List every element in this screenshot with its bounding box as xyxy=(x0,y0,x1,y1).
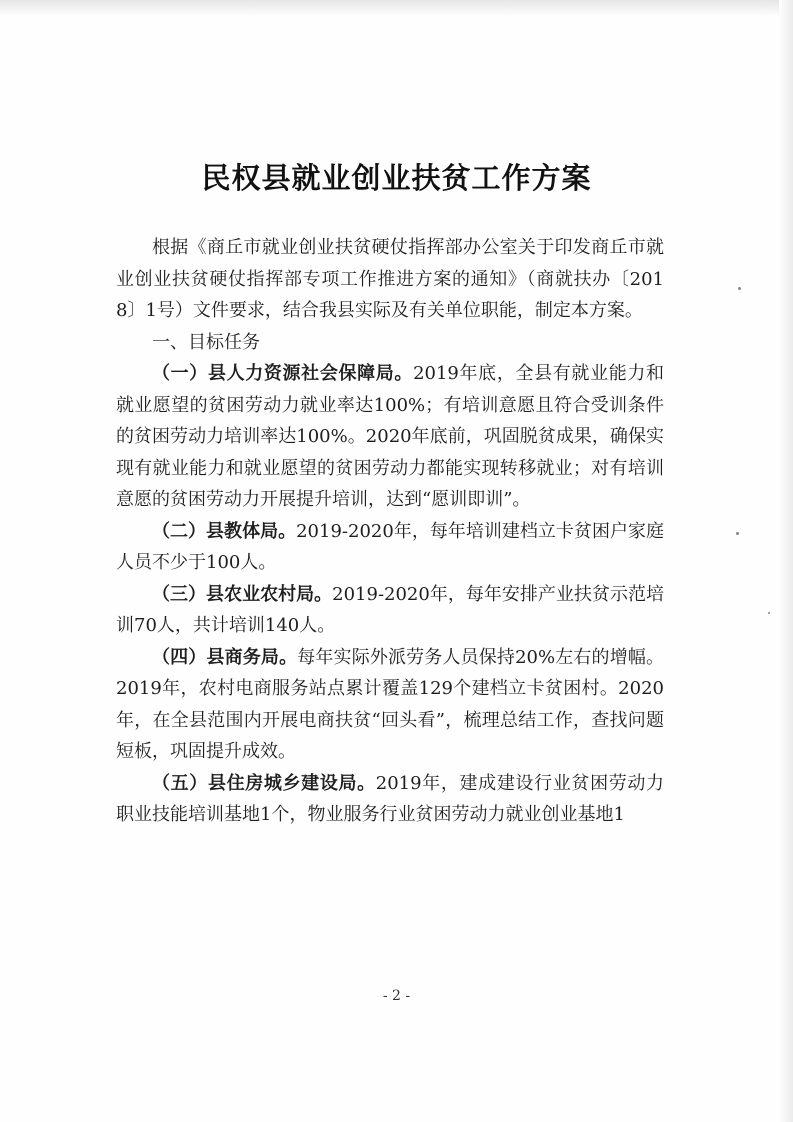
item-label: （一）县人力资源社会保障局。 xyxy=(152,363,414,384)
item-paragraph xyxy=(116,642,664,768)
section-heading: 一、目标任务 xyxy=(152,331,260,353)
item-text: 2019-2020年，每年安排产业扶贫示范培训70人，共计培训140人。 xyxy=(116,583,665,636)
item-text: 2019-2020年，每年培训建档立卡贫困户家庭人员不少于100人。 xyxy=(116,520,665,573)
scan-speck xyxy=(736,532,739,535)
scan-speck xyxy=(738,287,741,290)
item-label: （二）县教体局。 xyxy=(152,520,297,542)
document-body xyxy=(116,232,664,831)
item-label: （三）县农业农村局。 xyxy=(152,583,333,605)
item-label: （五）县住房城乡建设局。 xyxy=(152,772,376,794)
page-number: - 2 - xyxy=(382,988,411,1004)
item-paragraph xyxy=(116,768,664,831)
item-label: （四）县商务局。 xyxy=(152,646,298,668)
intro-paragraph: 根据《商丘市就业创业扶贫硬仗指挥部办公室关于印发商丘市就业创业扶贫硬仗指挥部专项工作推进方案的通知》（商就扶办〔2018〕1号）文件要求，结合我县实际及有关单位职能，制定本方案。 xyxy=(116,237,664,321)
document-title: 民权县就业创业扶贫工作方案 xyxy=(201,161,592,195)
item-text: 2019年底，全县有就业能力和就业愿望的贫困劳动力就业率达100%；有培训意愿且符合受训条件的贫困劳动力培训率达100%。2020年底前，巩固脱贫成果，确保实现有就业能力和就业愿望的贫困劳动力都能实现转移就业；对有培训意愿的贫困劳动力开展提升培训，达到“愿训即训”。 xyxy=(116,363,665,510)
scan-speck xyxy=(768,612,770,614)
item-text: 每年实际外派劳务人员保持20%左右的增幅。2019年，农村电商服务站点累计覆盖129个建档立卡贫困村。2020年，在全县范围内开展电商扶贫“回头看”，梳理总结工作，查找问题短板，巩固提升成效。 xyxy=(116,646,664,762)
item-paragraph xyxy=(116,579,664,642)
scan-edge-top xyxy=(0,0,793,16)
item-paragraph xyxy=(116,516,664,579)
item-text: 2019年，建成建设行业贫困劳动力职业技能培训基地1个，物业服务行业贫困劳动力就业创业基地1 xyxy=(116,772,665,825)
item-paragraph xyxy=(116,358,664,516)
